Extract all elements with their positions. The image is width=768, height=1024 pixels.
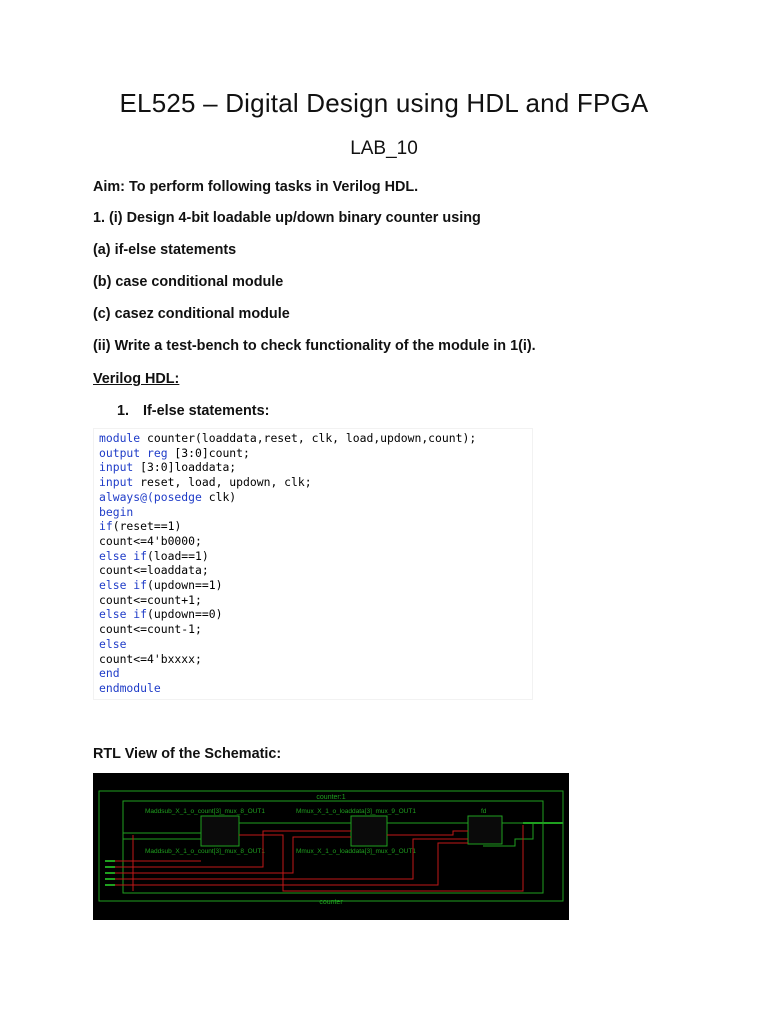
- subsection-label: If-else statements:: [143, 403, 270, 419]
- rtl-schematic-image: [93, 773, 569, 920]
- task-1a: (a) if-else statements: [93, 242, 237, 258]
- document-title: EL525 – Digital Design using HDL and FPGA: [119, 88, 649, 118]
- mux1-label-bottom: Maddsub_X_1_o_count[3]_mux_8_OUT1: [145, 848, 265, 855]
- section-heading: Verilog HDL:: [93, 371, 180, 387]
- code-line: else if(updown==1): [99, 578, 223, 593]
- task-1c: (c) casez conditional module: [93, 306, 290, 322]
- subsection-number: 1.: [117, 403, 130, 419]
- red-wire-2: [387, 831, 468, 835]
- task-1: 1. (i) Design 4-bit loadable up/down binary counter using: [93, 210, 481, 226]
- code-line: count<=4'b0000;: [99, 533, 202, 548]
- code-line: else: [99, 636, 127, 651]
- code-line: input reset, load, updown, clk;: [99, 475, 312, 490]
- lab-number: LAB_10: [350, 138, 418, 159]
- mux1-label-top: Maddsub_X_1_o_count[3]_mux_8_OUT1: [145, 808, 265, 815]
- code-line: begin: [99, 504, 134, 519]
- code-line: output reg [3:0]count;: [99, 445, 250, 460]
- mux1-block: [201, 816, 239, 846]
- verilog-code-block: [93, 428, 533, 700]
- code-line: end: [99, 666, 120, 681]
- mux2-label-bottom: Mmux_X_1_o_loaddata[3]_mux_9_OUT1: [296, 848, 416, 855]
- rtl-heading: RTL View of the Schematic:: [93, 746, 282, 762]
- code-line: count<=loaddata;: [99, 563, 209, 578]
- schematic-bottom-label: counter: [319, 899, 343, 906]
- code-line: count<=4'bxxxx;: [99, 651, 202, 666]
- code-line: count<=count-1;: [99, 622, 202, 637]
- mux2-label-top: Mmux_X_1_o_loaddata[3]_mux_9_OUT1: [296, 808, 416, 815]
- red-wires: [115, 825, 523, 891]
- aim-statement: Aim: To perform following tasks in Verilog HDL.: [93, 179, 419, 195]
- code-line: else if(updown==0): [99, 607, 223, 622]
- code-line: input [3:0]loaddata;: [99, 460, 237, 475]
- flipflop-block: [468, 816, 502, 844]
- code-line: count<=count+1;: [99, 592, 202, 607]
- code-line: endmodule: [99, 680, 161, 695]
- code-line: module counter(loaddata,reset, clk, load,updown,count);: [99, 431, 477, 445]
- code-line: else if(load==1): [99, 548, 209, 563]
- code-line: always@(posedge clk): [99, 489, 237, 504]
- task-1b: (b) case conditional module: [93, 274, 284, 290]
- subsection-heading: [117, 403, 269, 419]
- code-line: if(reset==1): [99, 519, 182, 534]
- schematic-top-label: counter:1: [316, 794, 346, 801]
- rtl-schematic-svg: [93, 773, 569, 920]
- task-2: (ii) Write a test-bench to check functionality of the module in 1(i).: [93, 338, 536, 354]
- mux2-block: [351, 816, 387, 846]
- input-pins: [105, 861, 115, 885]
- ff-label: fd: [481, 808, 487, 815]
